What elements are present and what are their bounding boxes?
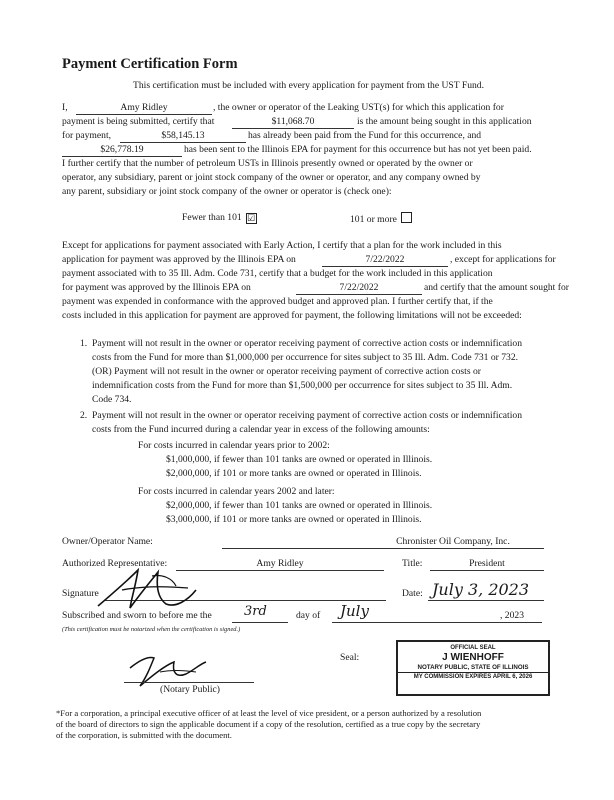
intro-text: This certification must be included with every application for payment from the UST Fund.	[133, 80, 484, 91]
certify-line2-tail: is the amount being sought in this application	[357, 116, 532, 127]
owner-operator-value: Chronister Oil Company, Inc.	[396, 536, 510, 547]
budget-approval-date-field[interactable]: 7/22/2022	[296, 282, 422, 295]
option-fewer-label: Fewer than 101	[182, 212, 242, 223]
plan-line2-tail: , except for applications for	[450, 254, 556, 265]
prior-2002-heading: For costs incurred in calendar years prior to 2002:	[138, 440, 330, 451]
after-2002-fewer: $2,000,000, if fewer than 101 tanks are owned or operated in Illinois.	[166, 500, 433, 511]
limit-1-line5: Code 734.	[92, 394, 132, 405]
owner-operator-field[interactable]	[222, 536, 544, 549]
limit-2-number: 2.	[80, 410, 88, 421]
seal-line2: J WIENHOFF	[442, 652, 504, 663]
authorized-rep-label: Authorized Representative:	[62, 558, 168, 569]
certify-line5: I further certify that the number of petroleum USTs in Illinois presently owned or operated by the owner or	[62, 158, 473, 169]
prior-2002-fewer: $1,000,000, if fewer than 101 tanks are owned or operated in Illinois.	[166, 454, 433, 465]
day-of-label: day of	[296, 610, 321, 621]
official-seal	[396, 640, 550, 696]
title-field[interactable]: President	[430, 558, 544, 571]
plan-line6: costs included in this application for payment are approved for payment, the following limitations will not be exceeded:	[62, 310, 522, 321]
seal-label: Seal:	[340, 652, 360, 663]
plan-line1: Except for applications for payment associated with Early Action, I certify that a plan for the work included in this	[62, 240, 502, 251]
option-more-label: 101 or more	[350, 214, 397, 225]
notary-public-label: (Notary Public)	[160, 684, 220, 695]
certify-line7: any parent, subsidiary or joint stock company of the owner or operator is (check one):	[62, 186, 392, 197]
seal-line3: NOTARY PUBLIC, STATE OF ILLINOIS	[417, 664, 529, 671]
certify-line2: payment is being submitted, certify that	[62, 116, 215, 127]
subscribed-label: Subscribed and sworn to before me the	[62, 610, 212, 621]
date-label: Date:	[402, 588, 423, 599]
prior-2002-more: $2,000,000, if 101 or more tanks are owned or operated in Illinois.	[166, 468, 422, 479]
title-label: Title:	[402, 558, 423, 569]
footnote-line2: of the board of directors to sign the applicable document if a copy of the resolution, certified as a true copy by the secretary	[56, 719, 481, 729]
certify-line1: , the owner or operator of the Leaking UST(s) for which this application for	[213, 102, 504, 113]
certify-line4: has been sent to the Illinois EPA for payment for this occurrence but has not yet been paid.	[184, 144, 532, 155]
amount-sought-field[interactable]: $11,068.70	[232, 116, 354, 129]
month-line	[332, 622, 542, 623]
plan-line4-tail: and certify that the amount sought for	[424, 282, 569, 293]
option-101-or-more[interactable]	[350, 212, 412, 226]
amount-paid-field[interactable]: $58,145.13	[120, 130, 246, 143]
checkbox-more[interactable]	[401, 212, 412, 223]
limit-2-line1: Payment will not result in the owner or operator receiving payment of corrective action costs or indemnification	[92, 410, 522, 421]
checkbox-fewer[interactable]: ☑	[247, 213, 256, 223]
option-fewer-than-101[interactable]	[182, 212, 257, 224]
signature-image	[92, 564, 222, 612]
limit-1-line1: Payment will not result in the owner or operator receiving payment of corrective action costs or indemnification	[92, 338, 522, 349]
plan-line2: application for payment was approved by the Illinois EPA on	[62, 254, 296, 265]
certify-line6: operator, any subsidiary, parent or joint stock company of the owner or operator, and any company owned by	[62, 172, 481, 183]
plan-line3: payment associated with to 35 Ill. Adm. Code 731, certify that a budget for the work included in this application	[62, 268, 493, 279]
amount-sent-field[interactable]: $26,778.19	[62, 144, 182, 157]
day-line	[232, 622, 288, 623]
footnote-line1: *For a corporation, a principal executive officer of at least the level of vice president, or a person authorized by a resolution	[56, 708, 482, 718]
limit-1-line4: indemnification costs from the Fund for more than $1,500,000 per occurrence for sites subject to 35 Ill. Adm.	[92, 380, 513, 391]
form-title: Payment Certification Form	[62, 56, 238, 72]
seal-line4: MY COMMISSION EXPIRES APRIL 6, 2026	[398, 672, 548, 680]
owner-name-field[interactable]: Amy Ridley	[76, 102, 212, 115]
subscribed-month[interactable]: July	[340, 602, 369, 620]
certify-line3: for payment,	[62, 130, 112, 141]
date-value[interactable]: July 3, 2023	[432, 580, 530, 599]
certify-prefix: I,	[62, 102, 68, 113]
date-line	[428, 600, 544, 601]
plan-line5: payment was expended in conformance with the approved budget and approved plan. I further certify that, if the	[62, 296, 493, 307]
footnote-line3: of the corporation, is submitted with the document.	[56, 730, 232, 740]
limit-1-line2: costs from the Fund for more than $1,000,000 per occurrence for sites subject to 35 Ill. Adm. Code 731 or 732.	[92, 352, 519, 363]
owner-operator-label: Owner/Operator Name:	[62, 536, 153, 547]
notarize-note: (This certification must be notarized when the certification is signed.)	[62, 626, 241, 633]
subscribed-year[interactable]: , 2023	[500, 610, 524, 621]
certify-line3-tail: has already been paid from the Fund for this occurrence, and	[248, 130, 482, 141]
notary-signature-line	[124, 682, 254, 683]
authorized-rep-field[interactable]: Amy Ridley	[176, 558, 384, 571]
limit-1-number: 1.	[80, 338, 88, 349]
subscribed-day[interactable]: 3rd	[244, 604, 267, 619]
limit-1-line3: (OR) Payment will not result in the owner or operator receiving payment of corrective action costs or	[92, 366, 481, 377]
plan-line4: for payment was approved by the Illinois EPA on	[62, 282, 251, 293]
after-2002-heading: For costs incurred in calendar years 2002 and later:	[138, 486, 335, 497]
plan-approval-date-field[interactable]: 7/22/2022	[322, 254, 448, 267]
limit-2-line2: costs from the Fund incurred during a calendar year in excess of the following amounts:	[92, 424, 430, 435]
seal-line1: OFFICIAL SEAL	[450, 645, 496, 651]
after-2002-more: $3,000,000, if 101 or more tanks are owned or operated in Illinois.	[166, 514, 422, 525]
signature-label: Signature	[62, 588, 99, 599]
